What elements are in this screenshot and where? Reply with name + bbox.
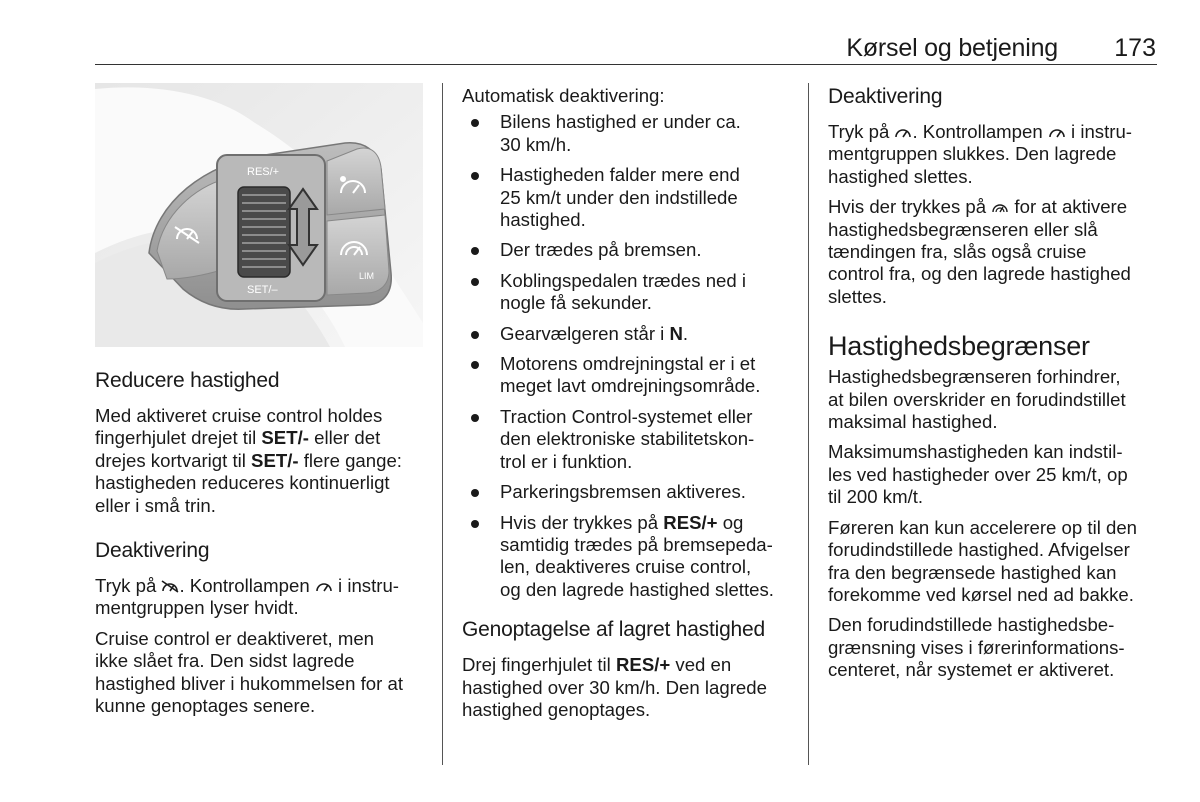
bullet-icon [471,278,479,286]
text-line: tændingen fra, slås også cruise [828,241,1087,263]
text-line: at bilen overskrider en forudindstillet [828,388,1126,410]
text-line: Den forudindstillede hastighedsbe- [828,614,1115,636]
text-line: maksimal hastighed. [828,411,998,433]
text-line: Der trædes på bremsen. [500,239,702,261]
list-item [462,353,802,398]
text-line: 25 km/t under den indstillede [500,186,738,208]
text-line: nogle få sekunder. [500,292,652,314]
paragraph-deactivation [95,575,435,620]
heading-speed-limiter: Hastighedsbegrænser [828,331,1090,362]
lim-label: LIM [359,271,375,281]
heading-resume-speed: Genoptagelse af lagret hastighed [462,618,765,642]
text-line: drejes kortvarigt til [95,449,252,471]
text-line: . [682,322,689,344]
running-header-title: Kørsel og betjening [846,34,1058,62]
column-left [95,368,435,717]
bullet-icon [471,172,479,180]
paragraph-limiter-range [828,441,1160,508]
paragraph-limiter-display [828,614,1160,681]
automatic-deactivation-intro: Automatisk deaktivering: [462,85,665,106]
text-line: mentgruppen slukkes. Den lagrede [828,143,1117,165]
steering-wheel-illustration [95,83,423,347]
cruise-cancel-icon [161,579,179,593]
column-right [828,84,1160,682]
list-item [462,512,802,602]
cruise-control-lamp-icon [315,579,333,593]
text-line: Cruise control er deaktiveret, men [95,627,375,649]
text-line: Tryk på [828,121,895,142]
text-line: len, deaktiveres cruise control, [500,556,752,578]
text-line: control fra, og den lagrede hastighed [828,263,1131,285]
speed-limiter-icon [991,200,1009,214]
text-line: . Kontrollampen [912,121,1048,142]
text-line: trol er i funktion. [500,450,633,472]
text-line: Føreren kan kun accelerere op til den [828,516,1138,538]
text-line: Bilens hastighed er under ca. [500,111,741,133]
list-item [462,270,802,315]
text-line: i instru- [332,575,399,597]
column-divider-2 [808,83,809,765]
text-line: Med aktiveret cruise control holdes [95,405,383,426]
text-line: hastighed. [500,209,586,231]
text-line: samtidig trædes på bremsepeda- [500,533,773,555]
paragraph-limiter-intro [828,366,1160,433]
set-minus-label: SET/– [247,284,278,296]
heading-deactivation: Deaktivering [95,539,210,563]
paragraph-reduce-speed [95,405,435,517]
text-line: Traction Control-systemet eller [500,405,753,427]
automatic-deactivation-list-last [462,512,802,602]
control-name-res: RES/+ [615,654,671,676]
list-item [462,239,802,261]
text-line: hastighedsbegrænseren eller slå [828,218,1098,240]
text-line: Parkeringsbremsen aktiveres. [500,481,746,503]
header-rule [95,64,1157,65]
gear-position: N [669,322,683,344]
text-line: Hastighedsbegrænseren forhindrer, [828,366,1121,388]
res-plus-label: RES/+ [247,166,280,178]
text-line: eller i små trin. [95,494,216,516]
heading-deactivation: Deaktivering [828,85,943,108]
page-number: 173 [1114,34,1156,62]
heading-reduce-speed: Reducere hastighed [95,369,280,392]
text-line: Tryk på [95,575,162,597]
list-item [462,323,802,345]
text-line: ikke slået fra. Den sidst lagrede [95,650,355,672]
text-line: . Kontrollampen [179,575,315,597]
text-line: eller det [308,427,381,449]
text-line: hastighed over 30 km/h. Den lagrede [462,676,767,698]
cruise-control-lamp-icon [894,125,912,139]
paragraph-resume-speed [462,654,802,721]
text-line: meget lavt omdrejningsområde. [500,375,761,397]
list-item [462,406,802,473]
bullet-icon [471,331,479,339]
text-line: til 200 km/t. [828,486,924,508]
text-line: og den lagrede hastighed slettes. [500,578,774,600]
bullet-icon [471,361,479,369]
list-item [462,164,802,231]
paragraph-limiter-switch [828,196,1160,308]
control-name-res: RES/+ [663,511,718,533]
text-line: fingerhjulet drejet til [95,427,262,449]
text-line: centeret, når systemet er aktiveret. [828,659,1115,681]
text-line: Drej fingerhjulet til [462,654,616,676]
text-line: hastighed genoptages. [462,698,651,720]
list-item [462,111,802,156]
text-line: kunne genoptages senere. [95,695,316,717]
paragraph-deactivation [828,121,1160,188]
steering-wheel-controls-figure [95,83,423,347]
column-middle [462,85,802,721]
list-item [462,481,802,503]
text-line: fra den begrænsede hastighed kan [828,561,1117,583]
text-line: den elektroniske stabilitetskon- [500,428,755,450]
text-line: Motorens omdrejningstal er i et [500,353,756,375]
text-line: i instru- [1065,121,1132,142]
text-line: Maksimumshastigheden kan indstil- [828,441,1123,463]
text-line: Hvis der trykkes på [500,511,664,533]
bullet-icon [471,119,479,127]
text-line: grænsning vises i førerinformations- [828,636,1125,658]
control-name-set: SET/- [261,427,309,449]
text-line: 30 km/h. [500,133,572,155]
bullet-icon [471,247,479,255]
text-line: forudindstillede hastighed. Afvigelser [828,539,1130,561]
bullet-icon [471,489,479,497]
text-line: slettes. [828,285,887,307]
paragraph-cruise-deactivated [95,628,435,718]
text-line: hastighed slettes. [828,165,973,187]
bullet-icon [471,414,479,422]
automatic-deactivation-list [462,111,802,503]
column-divider-1 [442,83,443,765]
text-line: og [717,511,744,533]
control-name-set: SET/- [251,449,299,471]
cruise-control-lamp-icon [1048,125,1066,139]
text-line: flere gange: [298,449,402,471]
text-line: Hvis der trykkes på [828,196,992,218]
text-line: forekomme ved kørsel ned ad bakke. [828,583,1134,605]
text-line: ved en [670,654,732,676]
paragraph-limiter-driver [828,517,1160,607]
text-line: mentgruppen lyser hvidt. [95,597,299,619]
bullet-icon [471,520,479,528]
text-line: hastighed bliver i hukommelsen for at [95,672,403,694]
text-line: for at aktivere [1009,196,1128,218]
text-line: hastigheden reduceres kontinuerligt [95,472,390,494]
text-line: Hastigheden falder mere end [500,164,740,186]
text-line: les ved hastigheder over 25 km/t, op [828,463,1128,485]
thumbwheel [238,187,290,277]
text-line: Gearvælgeren står i [500,322,670,344]
text-line: Koblingspedalen trædes ned i [500,269,747,291]
